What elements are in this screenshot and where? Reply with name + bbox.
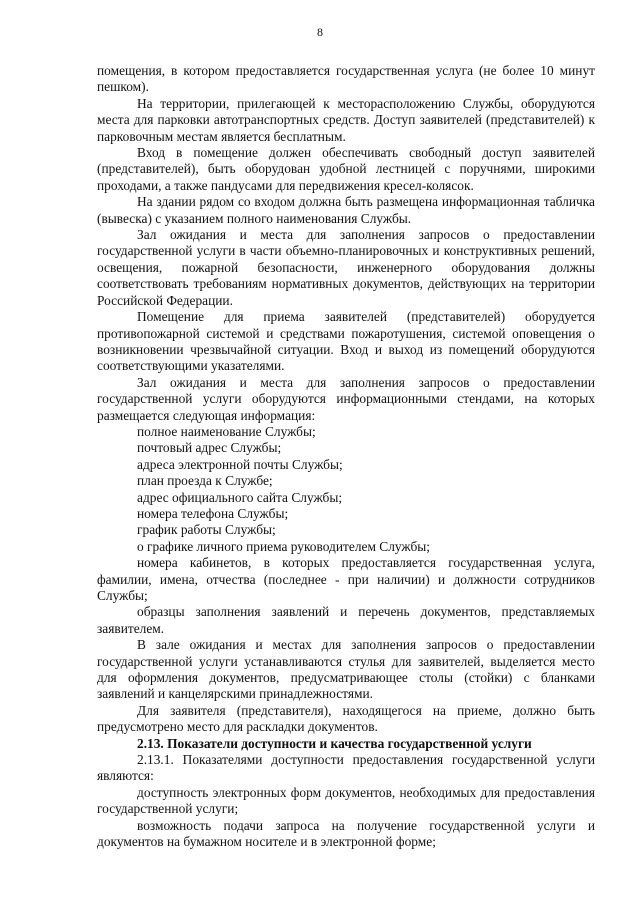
list-item: полное наименование Службы; — [137, 423, 316, 439]
paragraph: На территории, прилегающей к месторасположению Службы, оборудуются места для парковки автотранспортных средств. Доступ заявителей (представителей) к парковочным местам является бесплатным. — [97, 95, 595, 144]
paragraph: помещения, в котором предоставляется государственная услуга (не более 10 минут пешком). — [97, 63, 595, 95]
paragraph: номера кабинетов, в которых предоставляется государственная услуга, фамилии, имена, отчества (последнее - при наличии) и должности сотрудников Службы; — [97, 555, 595, 603]
paragraph: На здании рядом со входом должна быть размещена информационная табличка (вывеска) с указанием полного наименования Службы. — [97, 194, 595, 226]
paragraph: В зале ожидания и местах для заполнения запросов о предоставлении государственной услуги устанавливаются стулья для заявителей, выделяется место для оформления документов, предусматривающее столы (стойки) с бланками заявлений и канцелярскими принадлежностями. — [97, 637, 595, 702]
paragraph: Вход в помещение должен обеспечивать свободный доступ заявителей (представителей), быть оборудован удобной лестницей с поручнями, широкими проходами, а также пандусами для передвижения кресел-колясок. — [97, 145, 595, 193]
section-heading: 2.13. Показатели доступности и качества государственной услуги — [137, 735, 532, 751]
paragraph: Для заявителя (представителя), находящегося на приеме, должно быть предусмотрено место для раскладки документов. — [97, 702, 595, 735]
list-item: почтовый адрес Службы; — [137, 440, 282, 456]
paragraph: Зал ожидания и места для заполнения запросов о предоставлении государственной услуги оборудуются информационными стендами, на которых размещается следующая информация: — [97, 374, 595, 423]
paragraph: Помещение для приема заявителей (представителей) оборудуется противопожарной системой и средствами пожаротушения, системой оповещения о возникновении чрезвычайной ситуации. Вход и выход из помещений оборудуются соответствующими указателями. — [97, 309, 595, 374]
paragraph: 2.13.1. Показателями доступности предоставления государственной услуги являются: — [97, 752, 595, 784]
paragraph: образцы заполнения заявлений и перечень документов, представляемых заявителем. — [97, 604, 595, 636]
list-item: график работы Службы; — [137, 522, 276, 538]
paragraph: доступность электронных форм документов, необходимых для предоставления государственной услуги; — [97, 784, 595, 817]
paragraph: Зал ожидания и места для заполнения запросов о предоставлении государственной услуги в части объемно-планировочных и конструктивных решений, освещения, пожарной безопасности, инженерного оборудования должны соответствовать требованиям нормативных документов, действующих на территории Российской Федерации. — [97, 227, 595, 308]
list-item: адреса электронной почты Службы; — [137, 456, 343, 472]
list-item: о графике личного приема руководителем Службы; — [137, 538, 431, 554]
list-item: адрес официального сайта Службы; — [137, 489, 343, 505]
document-body — [97, 63, 595, 851]
list-item: план проезда к Службе; — [137, 473, 273, 489]
page-number: 8 — [317, 25, 323, 39]
paragraph: возможность подачи запроса на получение государственной услуги и документов на бумажном носителе и в электронной форме; — [97, 817, 595, 850]
list-item: номера телефона Службы; — [137, 505, 289, 521]
